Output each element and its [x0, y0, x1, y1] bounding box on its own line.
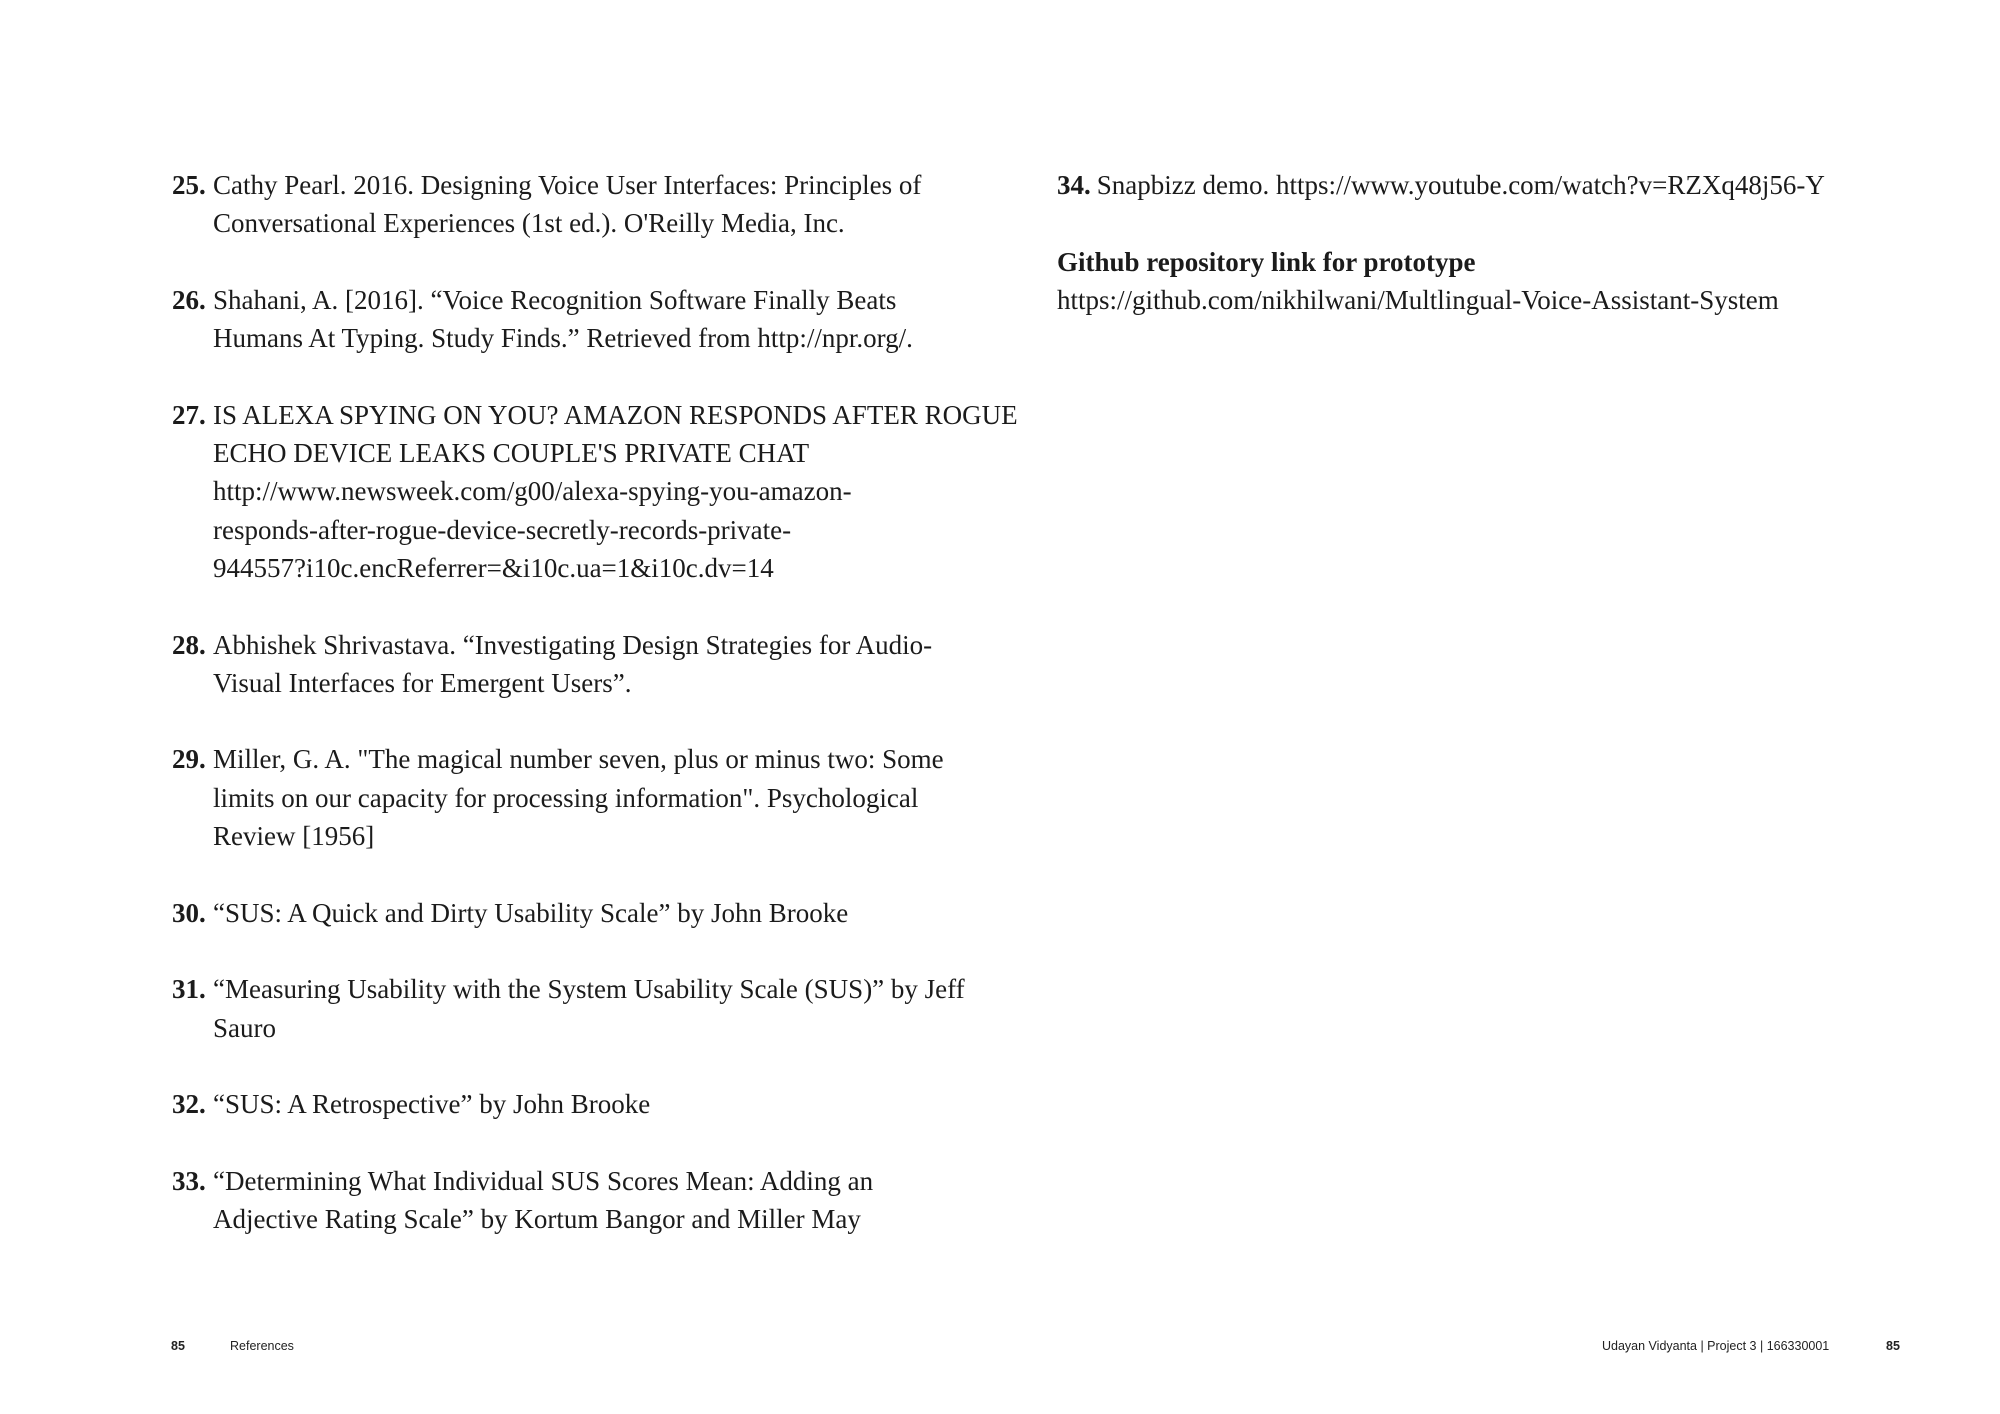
footer-page-number-right: 85 [1886, 1339, 1900, 1353]
reference-item [172, 1162, 1022, 1239]
reference-item [172, 281, 1022, 358]
reference-text-line: Abhishek Shrivastava. “Investigating Design Strategies for Audio- [213, 629, 933, 660]
reference-text-line: Humans At Typing. Study Finds.” Retrieved from http://npr.org/. [213, 323, 913, 354]
references-column-right [1057, 166, 1957, 357]
reference-item [172, 1085, 1022, 1123]
reference-item [172, 740, 1022, 855]
reference-text-line: IS ALEXA SPYING ON YOU? AMAZON RESPONDS AFTER ROGUE [213, 399, 1018, 430]
reference-url-line: http://www.newsweek.com/g00/alexa-spying-you-amazon- [213, 476, 852, 507]
reference-number: 32. [172, 1089, 206, 1120]
reference-text-line: ECHO DEVICE LEAKS COUPLE'S PRIVATE CHAT [213, 438, 810, 469]
reference-text-line: “Determining What Individual SUS Scores Mean: Adding an [213, 1165, 874, 1196]
reference-url-line: 944557?i10c.encReferrer=&i10c.ua=1&i10c.dv=14 [213, 552, 774, 583]
reference-text-line: Visual Interfaces for Emergent Users”. [213, 667, 632, 698]
reference-text-line: Miller, G. A. "The magical number seven, plus or minus two: Some [213, 744, 944, 775]
reference-item [1057, 166, 1957, 204]
reference-item [172, 166, 1022, 243]
reference-number: 33. [172, 1165, 206, 1196]
github-repository-link[interactable]: https://github.com/nikhilwani/Multlingual-Voice-Assistant-System [1057, 284, 1779, 315]
reference-text-line: Cathy Pearl. 2016. Designing Voice User Interfaces: Principles of [213, 170, 922, 200]
reference-item [172, 970, 1022, 1047]
reference-text-line: Adjective Rating Scale” by Kortum Bangor and Miller May [213, 1204, 861, 1235]
reference-item [172, 894, 1022, 932]
reference-text-line: Review [1956] [213, 821, 375, 852]
footer-section-title: References [230, 1339, 294, 1353]
reference-number: 26. [172, 284, 206, 315]
reference-text-line: Conversational Experiences (1st ed.). O'Reilly Media, Inc. [213, 208, 845, 239]
reference-text-line: Shahani, A. [2016]. “Voice Recognition Software Finally Beats [213, 284, 897, 315]
github-section [1057, 243, 1957, 320]
footer-page-number-left: 85 [171, 1339, 185, 1353]
reference-number: 28. [172, 629, 206, 660]
reference-item [172, 626, 1022, 703]
reference-text-line[interactable]: Snapbizz demo. https://www.youtube.com/watch?v=RZXq48j56-Y [1096, 170, 1825, 200]
reference-text-line: Sauro [213, 1012, 276, 1043]
reference-text-line: “SUS: A Retrospective” by John Brooke [213, 1089, 651, 1120]
reference-text-line: “Measuring Usability with the System Usability Scale (SUS)” by Jeff [213, 974, 965, 1005]
reference-text-line: limits on our capacity for processing information". Psychological [213, 782, 919, 813]
reference-number: 27. [172, 399, 206, 430]
reference-text-line: “SUS: A Quick and Dirty Usability Scale” by John Brooke [213, 897, 849, 928]
reference-number: 25. [172, 170, 206, 200]
references-column-left [172, 166, 1022, 1277]
reference-number: 30. [172, 897, 206, 928]
reference-number: 31. [172, 974, 206, 1005]
reference-number: 29. [172, 744, 206, 775]
github-heading: Github repository link for prototype [1057, 246, 1476, 277]
reference-number: 34. [1057, 170, 1091, 200]
reference-url-line: responds-after-rogue-device-secretly-records-private- [213, 514, 792, 545]
footer-author-project: Udayan Vidyanta | Project 3 | 166330001 [1602, 1339, 1830, 1353]
reference-item [172, 396, 1022, 587]
